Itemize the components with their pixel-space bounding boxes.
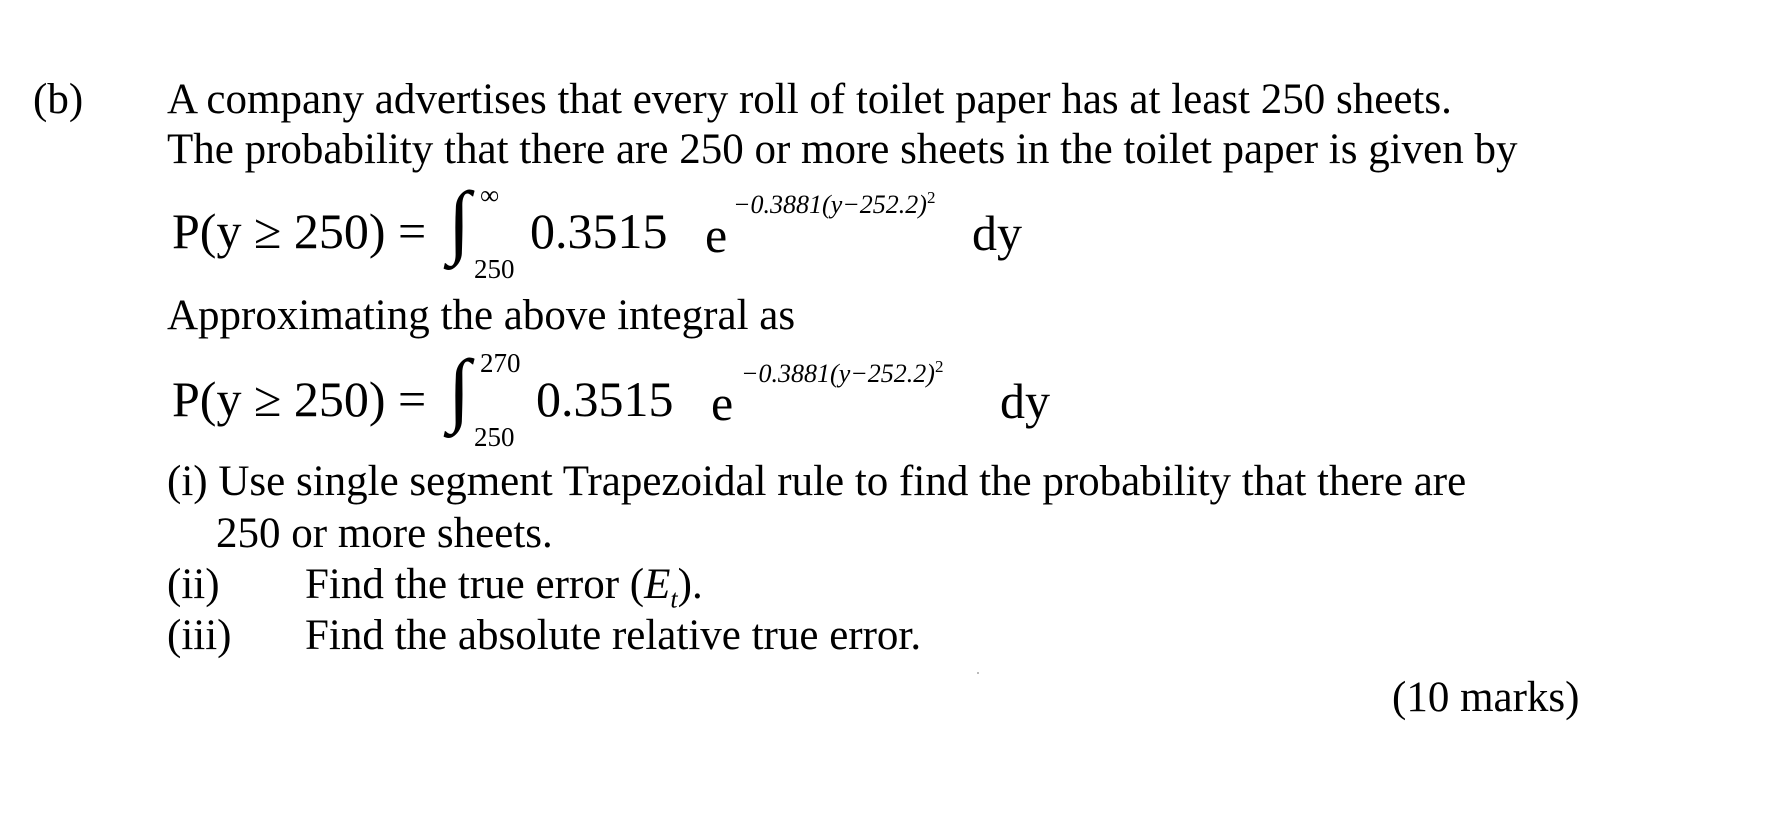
- eq1-exponent-text: −0.3881(y−252.2): [733, 190, 927, 219]
- eq2-exponent: [741, 357, 944, 388]
- question-iii-label: (iii): [167, 612, 232, 659]
- scan-speck: [977, 672, 979, 674]
- marks-allocation: (10 marks): [1392, 674, 1580, 721]
- question-i-line-2: 250 or more sheets.: [216, 510, 553, 557]
- question-i-line-1: (i) Use single segment Trapezoidal rule to find the probability that there are: [167, 458, 1467, 505]
- intro-line-2: The probability that there are 250 or more sheets in the toilet paper is given by: [167, 126, 1518, 173]
- eq2-upper-limit: 270: [480, 348, 521, 378]
- eq2-differential: dy: [1000, 373, 1050, 429]
- eq2-exponent-text: −0.3881(y−252.2): [741, 359, 935, 388]
- question-ii-text-pre: Find the true error (: [305, 561, 645, 608]
- approx-line: Approximating the above integral as: [167, 292, 796, 339]
- eq1-exponent-power: 2: [926, 188, 936, 207]
- eq1-exponent: [733, 188, 936, 219]
- eq1-coefficient: 0.3515: [530, 203, 668, 259]
- eq2-integral-sign: ∫: [448, 343, 471, 434]
- eq2-lhs: P(y ≥ 250) =: [172, 371, 427, 427]
- eq1-base: e: [705, 207, 728, 263]
- true-error-symbol: E: [644, 561, 671, 608]
- eq2-base: e: [711, 375, 734, 431]
- eq1-differential: dy: [972, 205, 1022, 261]
- eq2-exponent-power: 2: [934, 357, 944, 376]
- eq1-lhs: P(y ≥ 250) =: [172, 203, 427, 259]
- intro-line-1: A company advertises that every roll of toilet paper has at least 250 sheets.: [167, 76, 1452, 123]
- question-ii-text: [305, 563, 703, 613]
- eq2-lower-limit: 250: [474, 422, 515, 452]
- question-iii-text: Find the absolute relative true error.: [305, 612, 922, 659]
- eq1-upper-limit: ∞: [480, 180, 500, 210]
- question-ii-text-post: ).: [677, 561, 703, 608]
- part-label: (b): [33, 76, 84, 123]
- eq2-coefficient: 0.3515: [536, 371, 674, 427]
- question-ii-label: (ii): [167, 561, 220, 608]
- eq1-lower-limit: 250: [474, 254, 515, 284]
- eq1-integral-sign: ∫: [448, 175, 471, 266]
- true-error-subscript: t: [670, 584, 678, 614]
